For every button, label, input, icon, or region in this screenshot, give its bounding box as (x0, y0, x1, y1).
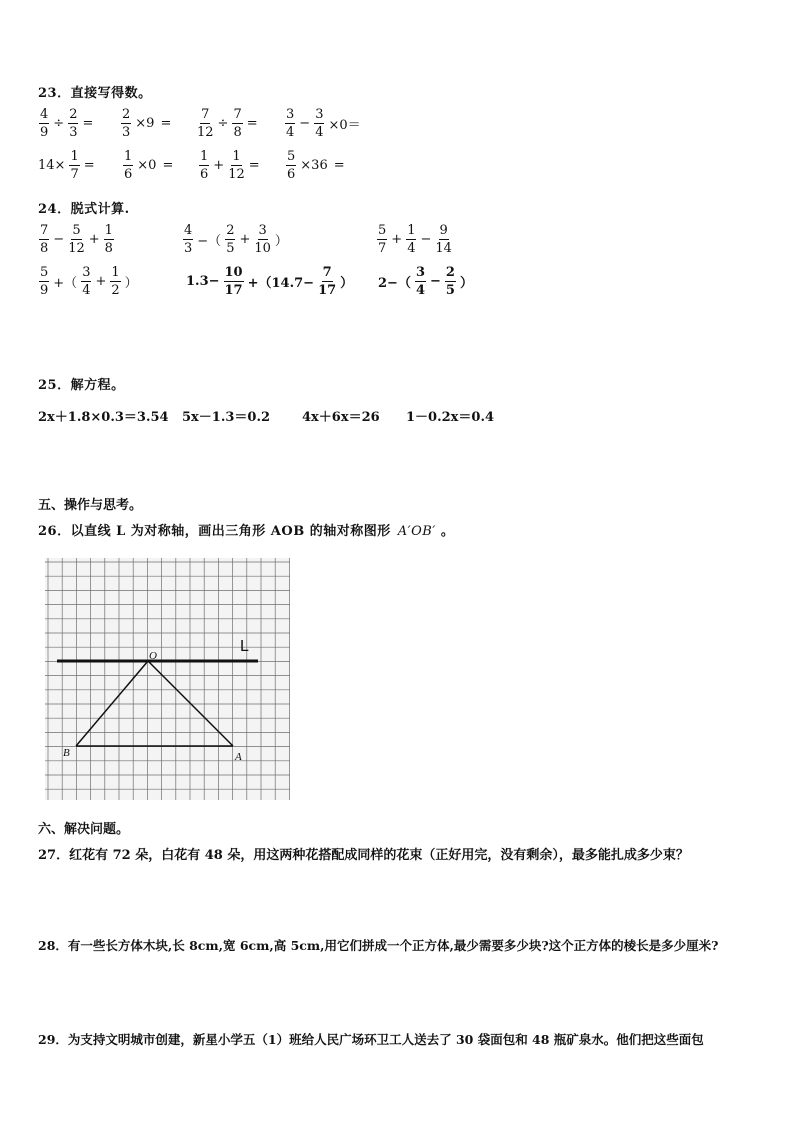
q26-title: 26．以直线 L 为对称轴，画出三角形 AOB 的轴对称图形 A′OB′ 。 (38, 524, 455, 539)
fraction: $\frac{5}{6}$ (287, 149, 296, 182)
fraction: $\frac{5}{7}$ (378, 223, 387, 256)
fraction: $\frac{1}{2}$ (111, 265, 120, 298)
fraction: $\frac{9}{14}$ (435, 223, 452, 256)
q23-title: 23．直接写得数。 (38, 86, 152, 101)
q23-expr-3: $\frac{7}{12}$ ÷ $\frac{7}{8}$ = (197, 107, 258, 140)
fraction: $\frac{7}{12}$ (197, 107, 214, 140)
fraction: $\frac{4}{9}$ (40, 107, 49, 140)
fraction: $\frac{3}{10}$ (254, 223, 271, 256)
fraction: $\frac{1}{4}$ (407, 223, 416, 256)
q24-expr-2: $\frac{4}{3}$ −（ $\frac{2}{5}$ + $\frac{3}{10}$ ） (184, 223, 288, 256)
equation-2: 5x－1.3＝0.2 (182, 410, 271, 425)
fraction: $\frac{2}{5}$ (445, 265, 455, 298)
equation-1: 2x＋1.8×0.3＝3.54 (38, 410, 169, 425)
fraction: $\frac{2}{3}$ (122, 107, 131, 140)
fraction: $\frac{10}{17}$ (224, 265, 243, 298)
label-b: B (63, 747, 70, 759)
fraction: $\frac{3}{4}$ (82, 265, 91, 298)
fraction: $\frac{7}{8}$ (233, 107, 242, 140)
equation-3: 4x＋6x＝26 (302, 410, 380, 425)
section-6-title: 六、解决问题。 (38, 822, 130, 837)
symmetry-grid-figure (45, 558, 290, 800)
q23-expr-5: 14× $\frac{1}{7}$ = (38, 149, 95, 182)
fraction: $\frac{3}{4}$ (315, 107, 324, 140)
label-a: A (235, 751, 242, 763)
fraction: $\frac{1}{8}$ (104, 223, 113, 256)
fraction: $\frac{7}{8}$ (40, 223, 49, 256)
grid-background (45, 558, 290, 800)
fraction: $\frac{3}{4}$ (415, 265, 425, 298)
q24-expr-4: $\frac{5}{9}$ +（ $\frac{3}{4}$ + $\frac{1}{2}$ ） (40, 265, 138, 298)
fraction: $\frac{5}{9}$ (40, 265, 49, 298)
grid-diagram (45, 558, 290, 800)
q28-text: 28．有一些长方体木块,长 8cm,宽 6cm,高 5cm,用它们拼成一个正方体,最少需要多少块?这个正方体的棱长是多少厘米? (38, 938, 719, 953)
q29-text: 29．为支持文明城市创建，新星小学五（1）班给人民广场环卫工人送去了 30 袋面包和 48 瓶矿泉水。他们把这些面包 (38, 1032, 704, 1047)
fraction: $\frac{5}{12}$ (68, 223, 85, 256)
fraction: $\frac{7}{17}$ (318, 265, 337, 298)
q25-title: 25．解方程。 (38, 378, 125, 393)
fraction: $\frac{1}{7}$ (70, 149, 79, 182)
label-l: L (240, 638, 249, 655)
fraction: $\frac{1}{12}$ (228, 149, 245, 182)
q24-expr-3: $\frac{5}{7}$ + $\frac{1}{4}$ − $\frac{9}{14}$ (378, 223, 452, 256)
fraction: $\frac{1}{6}$ (200, 149, 209, 182)
q23-expr-1: $\frac{4}{9}$ ÷ $\frac{2}{3}$ = (40, 107, 94, 140)
equation-4: 1－0.2x＝0.4 (406, 410, 495, 425)
q23-expr-6: $\frac{1}{6}$ ×0 = (124, 149, 174, 182)
q24-title: 24．脱式计算. (38, 202, 130, 217)
section-5-title: 五、操作与思考。 (38, 498, 143, 513)
q24-expr-5: 1.3− $\frac{10}{17}$ +（14.7− $\frac{7}{17}$ ） (186, 265, 354, 298)
q24-expr-6: 2−（ $\frac{3}{4}$ − $\frac{2}{5}$ ） (378, 265, 473, 298)
fraction: $\frac{1}{6}$ (124, 149, 133, 182)
q23-expr-8: $\frac{5}{6}$ ×36 = (287, 149, 345, 182)
fraction: $\frac{4}{3}$ (184, 223, 193, 256)
q23-expr-2: $\frac{2}{3}$ ×9 = (122, 107, 172, 140)
label-o: O (149, 650, 157, 662)
fraction: $\frac{2}{3}$ (69, 107, 78, 140)
fraction: $\frac{3}{4}$ (286, 107, 295, 140)
q23-expr-7: $\frac{1}{6}$ + $\frac{1}{12}$ = (200, 149, 260, 182)
q27-text: 27．红花有 72 朵，白花有 48 朵，用这两种花搭配成同样的花束（正好用完，没有剩余），最多能扎成多少束？ (38, 848, 689, 863)
fraction: $\frac{2}{5}$ (226, 223, 235, 256)
q23-expr-4: $\frac{3}{4}$ − $\frac{3}{4}$ ×0＝ (286, 107, 361, 140)
q24-expr-1: $\frac{7}{8}$ − $\frac{5}{12}$ + $\frac{1}{8}$ (40, 223, 113, 256)
